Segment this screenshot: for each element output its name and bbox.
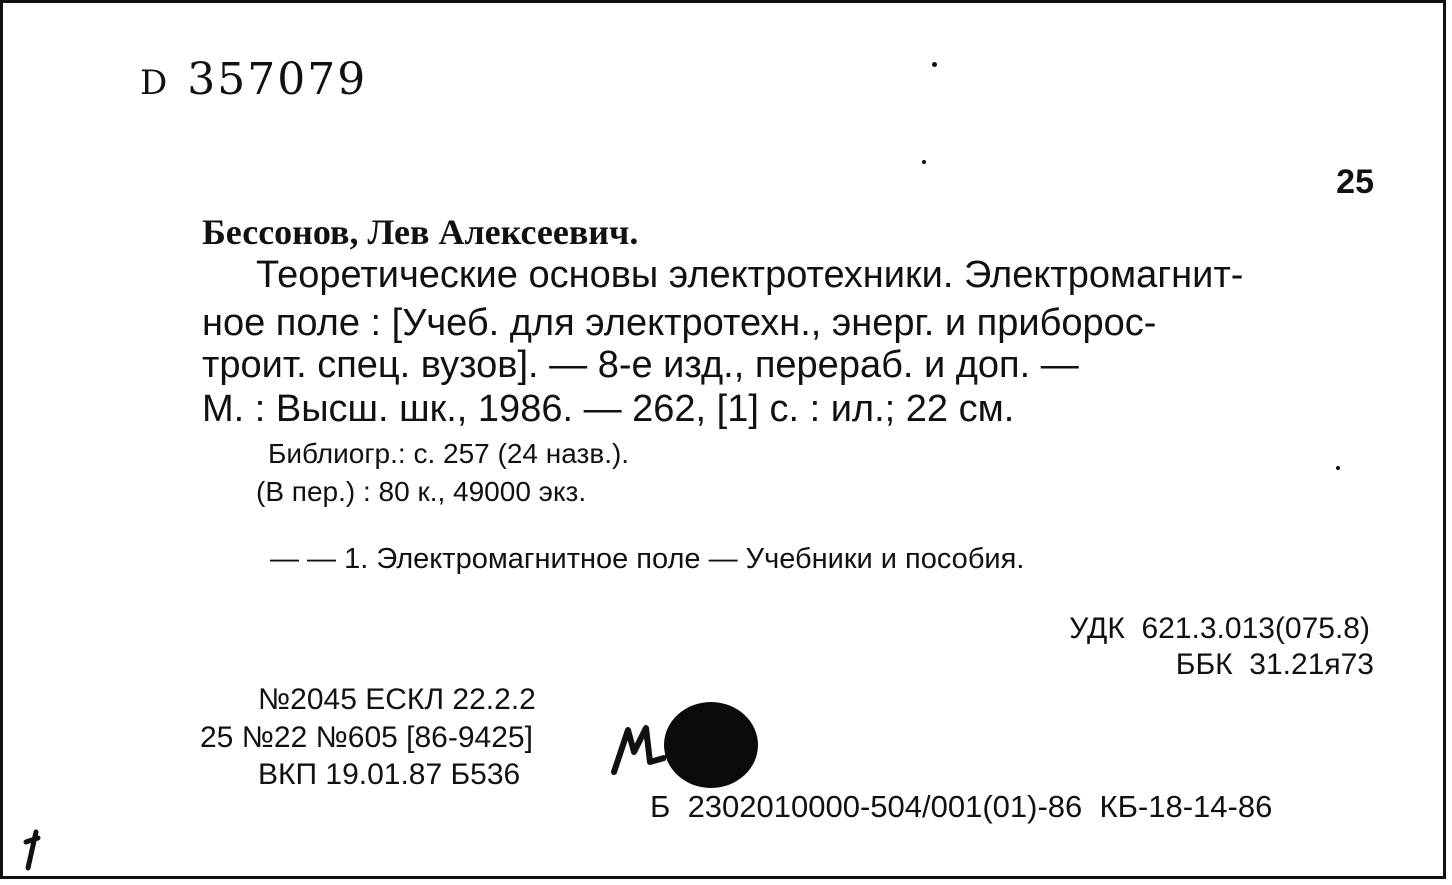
title-line-1: Теоретические основы электротехники. Электромагнит-: [256, 254, 1244, 296]
bbk-code: ББК 31.21я73: [1175, 648, 1374, 681]
isbn-line: Б 2302010000-504/001(01)-86 КБ-18-14-86: [650, 789, 1273, 824]
bibliography-note: Библиогр.: с. 257 (24 назв.).: [268, 438, 630, 469]
subject-heading: — — 1. Электромагнитное поле — Учебники и пособия.: [270, 543, 1025, 575]
handwritten-mark-icon: [606, 722, 666, 778]
binding-price-note: (В пер.) : 80 к., 49000 экз.: [256, 476, 587, 507]
ink-stamp-blot: [664, 702, 758, 788]
udc-code: УДК 621.3.013(075.8): [1069, 612, 1370, 645]
title-line-2: ное поле : [Учеб. для электротехн., энерг. и приборос-: [202, 302, 1157, 344]
record-line-1: №2045 ЕСКЛ 22.2.2: [258, 683, 536, 716]
author-heading: Бессонов, Лев Алексеевич.: [202, 212, 639, 252]
title-line-3: троит. спец. вузов]. — 8-е изд., перераб. и доп. —: [202, 344, 1079, 386]
speck-3: [1336, 466, 1340, 470]
call-number-value: 357079: [187, 54, 368, 105]
class-number: 25: [1336, 163, 1374, 201]
pen-mark-icon: [20, 828, 44, 872]
record-line-2: 25 №22 №605 [86-9425]: [200, 721, 533, 754]
call-number-prefix: D: [140, 63, 170, 103]
title-line-4: М. : Высш. шк., 1986. — 262, [1] с. : ил.; 22 см.: [202, 388, 1015, 430]
speck-1: [932, 62, 937, 67]
call-number: [140, 54, 368, 105]
speck-2: [922, 160, 926, 164]
record-line-3: ВКП 19.01.87 Б536: [258, 758, 521, 791]
